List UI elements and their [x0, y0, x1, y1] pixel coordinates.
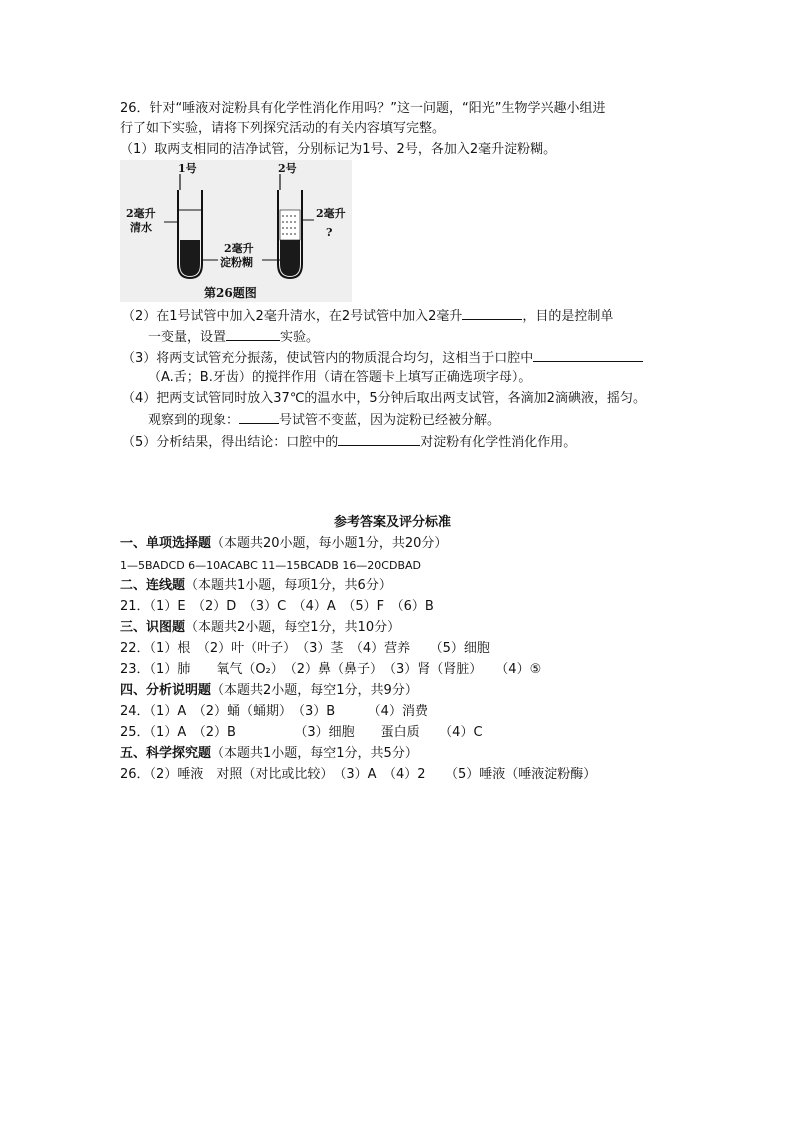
test-tube-figure: [120, 160, 352, 302]
step3-blank[interactable]: [533, 348, 643, 362]
section1-heading: [120, 535, 447, 553]
section1-title: 一、单项选择题: [120, 536, 212, 551]
question-step3-line1: [122, 348, 643, 368]
section4-title: 四、分析说明题: [120, 683, 212, 698]
section1-note: （本题共20小题，每小题1分，共20分）: [211, 536, 448, 551]
section2-heading: [120, 577, 392, 595]
step4-text-b: 观察到的现象：: [148, 413, 240, 428]
left-label-water: 清水: [130, 221, 152, 234]
section5-title: 五、科学探究题: [120, 746, 212, 761]
question-step5: [122, 432, 576, 452]
section4-note: （本题共2小题，每空1分，共9分）: [211, 683, 418, 698]
step4-text-c: 号试管不变蓝，因为淀粉已经被分解。: [279, 413, 501, 428]
right-label-amount: 2毫升: [316, 207, 346, 220]
section5-note: （本题共1小题，每空1分，共5分）: [211, 746, 418, 761]
step2-text-c: 一变量，设置: [148, 330, 227, 345]
section3-answers-23: 23．（1）肺 氧气（O₂） （2）鼻（鼻子） （3）肾（肾脏） （4）⑤: [120, 662, 542, 677]
question-step4-line1: （4）把两支试管同时放入37℃的温水中，5分钟后取出两支试管，各滴加2滴碘液，摇匀。: [122, 391, 646, 406]
question-step2-line2: [148, 327, 319, 347]
section4-answers-25: 25．（1）A （2）B （3）细胞 蛋白质 （4）C: [120, 725, 483, 740]
section2-title: 二、连线题: [120, 578, 186, 593]
right-label-question: ?: [326, 226, 333, 239]
mid-label-starch: 淀粉糊: [220, 256, 253, 269]
section5-heading: [120, 745, 418, 763]
step2-blank-1[interactable]: [462, 306, 522, 320]
question-intro-line1: 26．针对“唾液对淀粉具有化学性消化作用吗？”这一问题，“阳光”生物学兴趣小组进: [120, 101, 606, 116]
section2-note: （本题共1小题，每项1分，共6分）: [185, 578, 392, 593]
section3-answers-22: 22．（1）根 （2）叶（叶子） （3）茎 （4）营养 （5）细胞: [120, 641, 490, 656]
step2-blank-2[interactable]: [226, 327, 280, 341]
question-step1: （1）取两支相同的洁净试管，分别标记为1号、2号，各加入2毫升淀粉糊。: [120, 142, 557, 157]
section2-answers: 21．（1）E （2）D （3）C （4）A （5）F （6）B: [120, 599, 434, 614]
section4-heading: [120, 682, 418, 700]
mid-label-amount: 2毫升: [224, 242, 254, 255]
answers-title: 参考答案及评分标准: [334, 515, 452, 530]
tube2-label: 2号: [278, 162, 297, 175]
figure-caption: 第26题图: [204, 286, 257, 300]
left-label-amount: 2毫升: [126, 207, 156, 220]
section5-answers-26: 26．（2）唾液 对照（对比或比较） （3）A （4）2 （5）唾液（唾液淀粉酶）: [120, 767, 597, 782]
step5-text-a: （5）分析结果，得出结论：口腔中的: [122, 435, 339, 450]
step5-text-b: 对淀粉有化学性消化作用。: [420, 435, 577, 450]
section3-title: 三、识图题: [120, 620, 186, 635]
section4-answers-24: 24．（1）A （2）蛹（蛹期） （3）B （4）消费: [120, 704, 428, 719]
step5-blank[interactable]: [338, 432, 420, 446]
question-intro-line2: 行了如下实验，请将下列探究活动的有关内容填写完整。: [120, 121, 446, 136]
question-step2-line1: [122, 306, 613, 326]
tube1-label: 1号: [178, 162, 197, 175]
question-step3-line2: （A.舌；B.牙齿）的搅拌作用（请在答题卡上填写正确选项字母）。: [148, 370, 532, 385]
question-step4-line2: [148, 410, 500, 430]
step2-text-d: 实验。: [280, 330, 320, 345]
section3-heading: [120, 619, 400, 637]
step2-text-a: （2）在1号试管中加入2毫升清水，在2号试管中加入2毫升: [122, 309, 463, 324]
step3-text-a: （3）将两支试管充分振荡，使试管内的物质混合均匀，这相当于口腔中: [122, 351, 534, 366]
section1-answers: 1—5BADCD 6—10ACABC 11—15BCADB 16—20CDBAD: [120, 559, 422, 572]
step2-text-b: ，目的是控制单: [522, 309, 614, 324]
section3-note: （本题共2小题，每空1分，共10分）: [185, 620, 401, 635]
step4-blank[interactable]: [239, 410, 279, 424]
